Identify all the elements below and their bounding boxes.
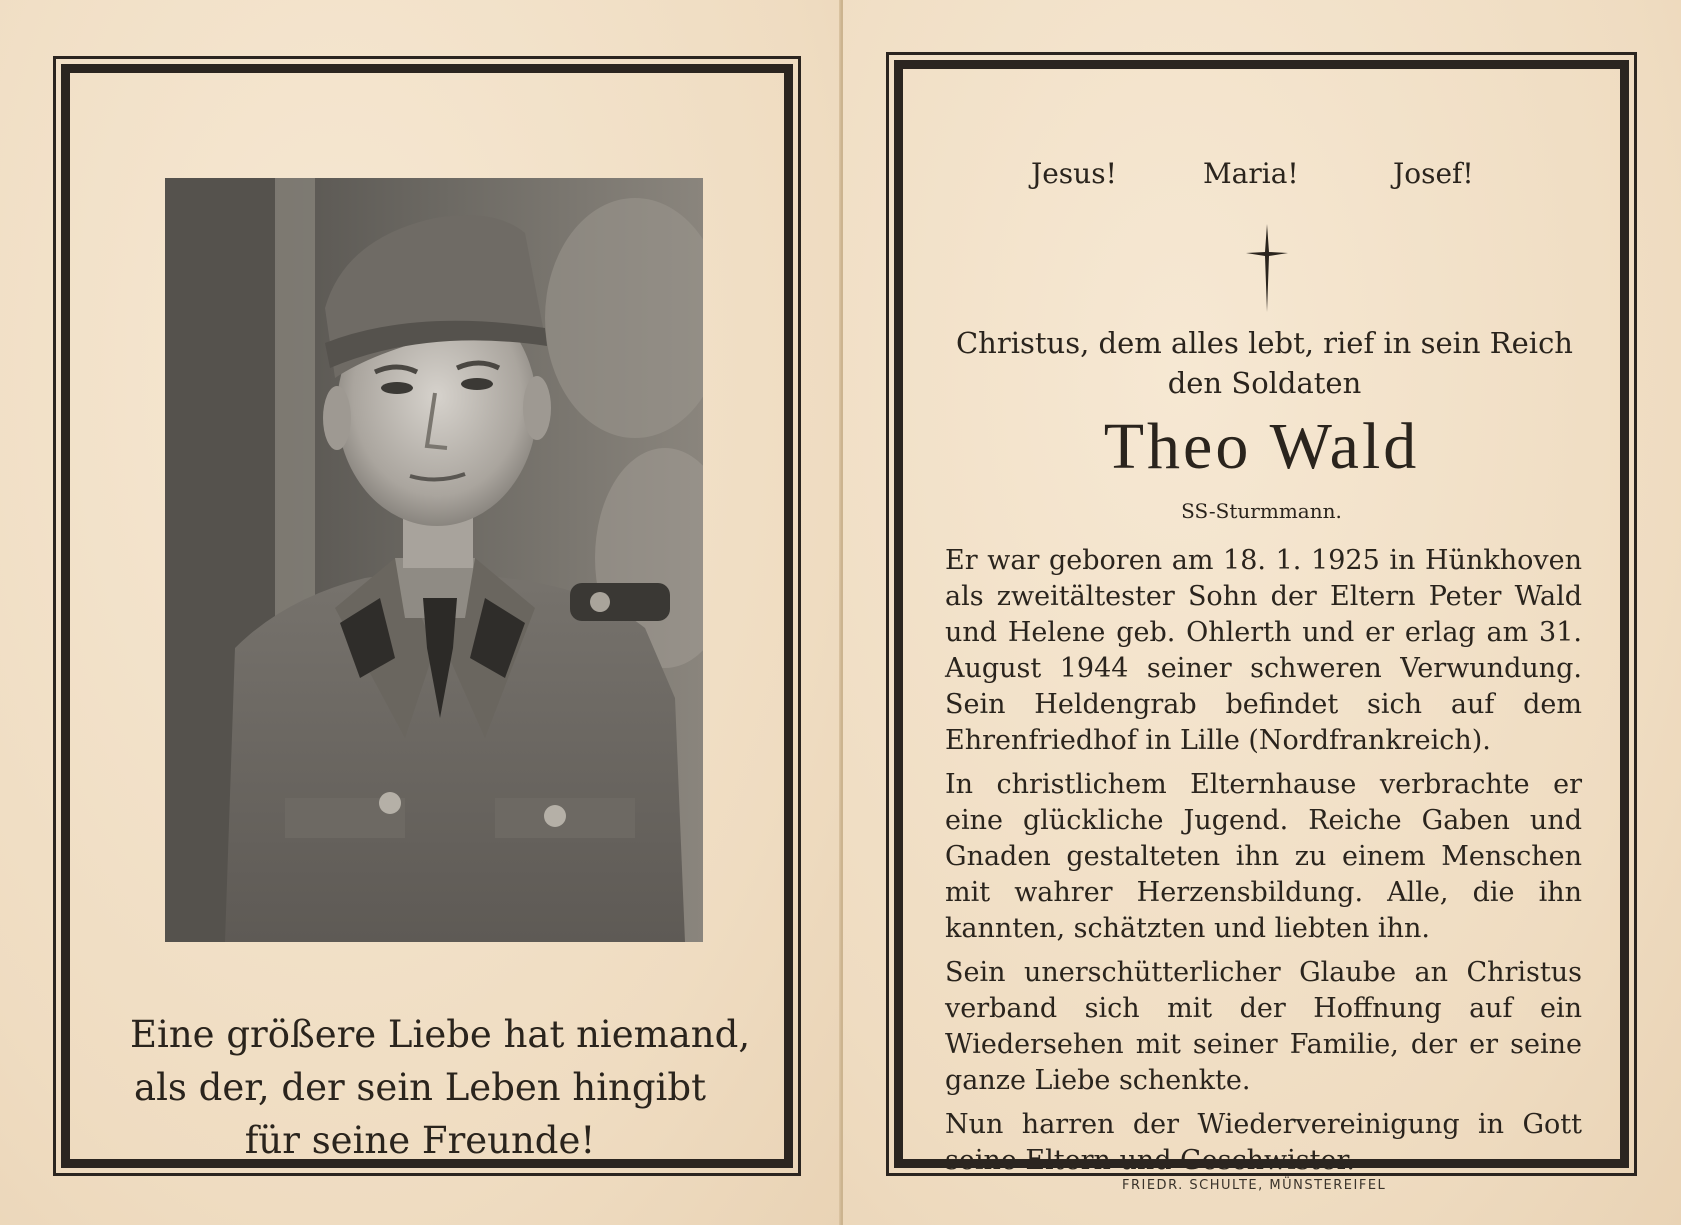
portrait-illustration	[165, 178, 703, 942]
left-mourning-frame	[53, 56, 801, 1176]
biography-paragraph-1: Er war geboren am 18. 1. 1925 in Hünkhoven als zweitältester Sohn der Eltern Peter Wald und Helene geb. Ohlerth und er erlag am 31. August 1944 seiner schweren Verwundung. Sein Heldengrab befindet sich auf dem Ehrenfriedhof in Lille (Nordfrankreich).	[945, 545, 1582, 756]
biography	[945, 543, 1582, 1187]
biography-paragraph-2: In christlichem Elternhause verbrachte er eine glückliche Jugend. Reiche Gaben und Gnaden gestalteten ihn zu einem Menschen mit wahrer Herzensbildung. Alle, die ihn kannten, schätzten und liebten ihn.	[945, 769, 1582, 944]
intro-line-1: Christus, dem alles lebt, rief in sein Reich	[955, 326, 1573, 360]
right-mourning-frame	[886, 52, 1637, 1176]
invocation-maria: Maria!	[1203, 157, 1299, 190]
soldier-portrait-photo	[165, 178, 703, 942]
quote-line-3: für seine Freunde!	[244, 1119, 596, 1162]
left-frame-content	[70, 73, 784, 1162]
biography-paragraph-3: Sein unerschütterlicher Glaube an Christus verband sich mit der Hoffnung auf ein Wiedersehen mit seiner Familie, der er seine ganze Liebe schenkte.	[945, 957, 1582, 1096]
printer-imprint: FRIEDR. SCHULTE, MÜNSTEREIFEL	[1122, 1178, 1387, 1193]
quote-line-2: als der, der sein Leben hingibt	[134, 1066, 706, 1109]
invocation-row	[903, 157, 1620, 207]
deceased-name: Theo Wald	[1103, 410, 1420, 483]
left-panel	[0, 0, 842, 1225]
bible-quote	[130, 1008, 751, 1167]
intro-text	[933, 323, 1596, 403]
latin-cross-icon	[1242, 222, 1292, 314]
right-panel	[843, 0, 1681, 1225]
biography-paragraph-4: Nun harren der Wiedervereinigung in Gott seine Eltern und Geschwister.	[945, 1109, 1582, 1176]
invocation-josef: Josef!	[1393, 157, 1474, 190]
quote-line-1: Eine größere Liebe hat niemand,	[130, 1013, 751, 1056]
right-frame-content	[903, 69, 1620, 1176]
invocation-jesus: Jesus!	[1031, 157, 1117, 190]
intro-line-2: den Soldaten	[1167, 366, 1362, 400]
military-rank: SS-Sturmmann.	[1181, 499, 1342, 523]
